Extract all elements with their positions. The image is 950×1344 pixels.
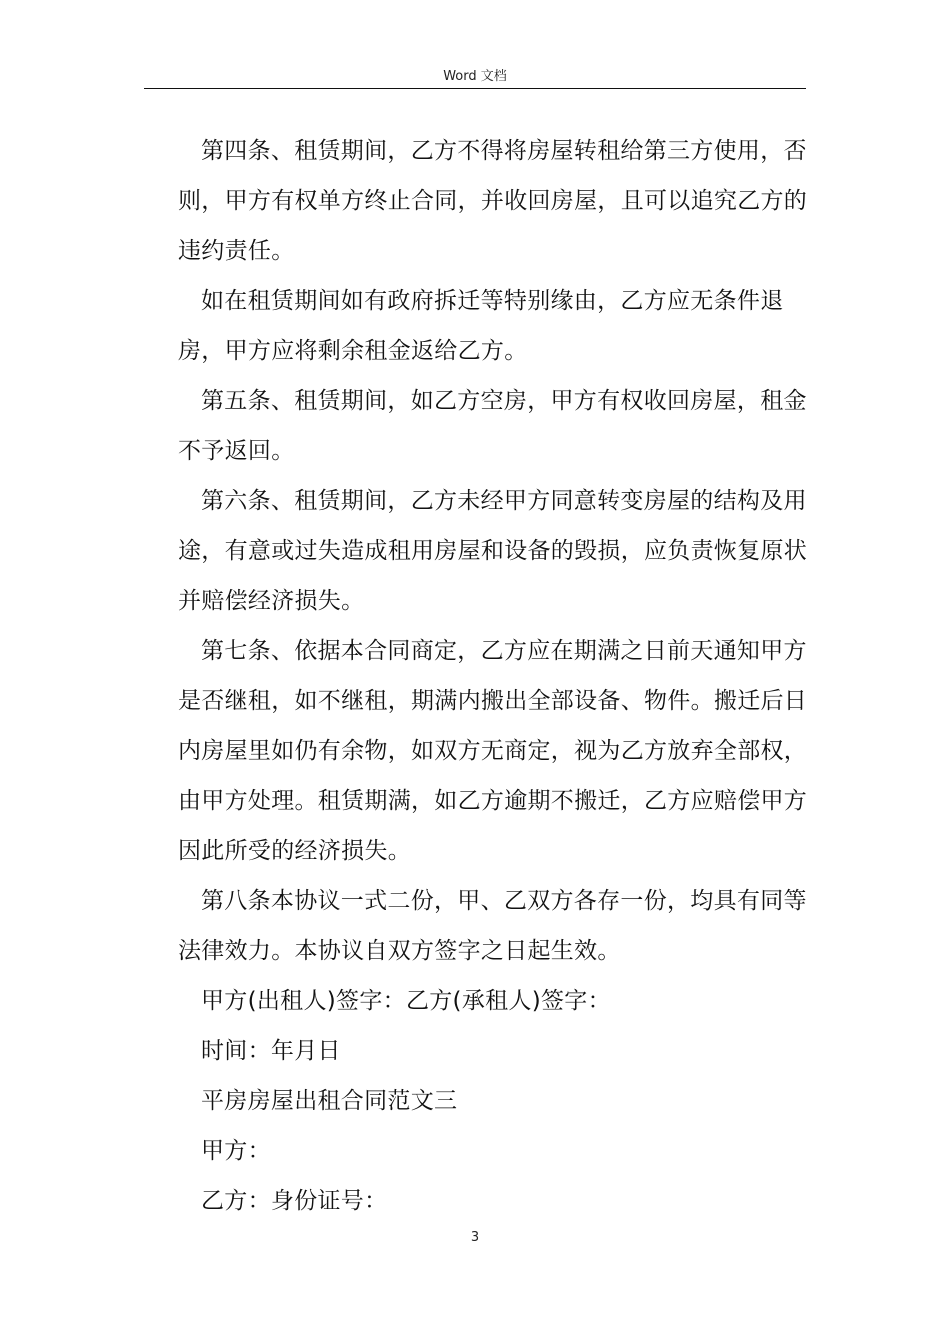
- signature-line: 甲方(出租人)签字：乙方(承租人)签字：: [201, 988, 611, 1014]
- document-body: [178, 126, 808, 1226]
- paragraph-article-8: 第八条本协议一式二份，甲、乙双方各存一份，均具有同等法律效力。本协议自双方签字之日起生效。: [178, 888, 807, 964]
- paragraph-article-5: 第五条、租赁期间，如乙方空房，甲方有权收回房屋，租金不予返回。: [178, 388, 807, 464]
- section-title: 平房房屋出租合同范文三: [201, 1088, 458, 1114]
- paragraph-article-6: 第六条、租赁期间，乙方未经甲方同意转变房屋的结构及用途，有意或过失造成租用房屋和设备的毁损，应负责恢复原状并赔偿经济损失。: [178, 488, 808, 614]
- page-number: 3: [470, 1230, 480, 1245]
- page-header: Word 文档: [144, 66, 806, 89]
- party-b-line: 乙方：身份证号：: [201, 1188, 388, 1214]
- paragraph-demolition: 如在租赁期间如有政府拆迁等特别缘由，乙方应无条件退房，甲方应将剩余租金返给乙方。: [178, 288, 784, 364]
- date-line: 时间：年月日: [201, 1038, 341, 1064]
- paragraph-article-7: 第七条、依据本合同商定，乙方应在期满之日前天通知甲方是否继租，如不继租，期满内搬出全部设备、物件。搬迁后日内房屋里如仍有余物，如双方无商定，视为乙方放弃全部权，由甲方处理。租赁期满，如乙方逾期不搬迁，乙方应赔偿甲方因此所受的经济损失。: [178, 638, 808, 864]
- paragraph-article-4: 第四条、租赁期间，乙方不得将房屋转租给第三方使用，否则，甲方有权单方终止合同，并收回房屋，且可以追究乙方的违约责任。: [178, 138, 808, 264]
- party-a-line: 甲方：: [201, 1138, 271, 1164]
